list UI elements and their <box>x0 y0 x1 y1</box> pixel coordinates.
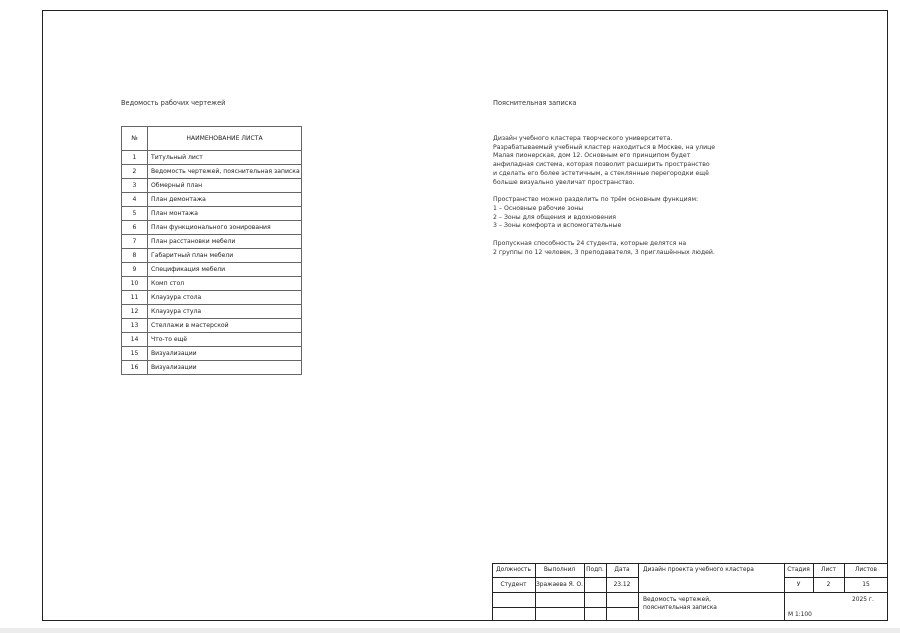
sheet-number: 12 <box>122 305 148 319</box>
tb-year: 2025 г. <box>852 597 874 603</box>
table-row <box>122 277 302 291</box>
sheet-number: 4 <box>122 193 148 207</box>
table-row <box>122 179 302 193</box>
sheet-number: 14 <box>122 333 148 347</box>
sheet-list-heading: Ведомость рабочих чертежей <box>121 99 226 107</box>
tb-performer-value: Зражаева Я. О. <box>536 582 583 588</box>
sheet-number: 11 <box>122 291 148 305</box>
sheet-name: Визуализации <box>148 361 302 375</box>
sheet-number: 16 <box>122 361 148 375</box>
sheet-number: 7 <box>122 235 148 249</box>
sheet-list-body <box>122 151 302 375</box>
tb-label-date: Дата <box>614 567 630 573</box>
note-paragraph-3: Пропускная способность 24 студента, которые делятся на 2 группы по 12 человек, 3 преподавателя, 3 приглашённых людей. <box>493 240 715 256</box>
sheet-number: 13 <box>122 319 148 333</box>
table-row <box>122 347 302 361</box>
sheet-name: План расстановки мебели <box>148 235 302 249</box>
tb-date-value: 23.12 <box>613 582 631 588</box>
column-header-name: НАИМЕНОВАНИЕ ЛИСТА <box>148 127 302 151</box>
sheet-number: 8 <box>122 249 148 263</box>
explanatory-note-body <box>493 135 743 266</box>
tb-sheets-value: 15 <box>862 582 870 588</box>
tb-label-stage: Стадия <box>787 567 810 573</box>
sheet-name: План функционального зонирования <box>148 221 302 235</box>
sheet-number: 2 <box>122 165 148 179</box>
sheet-name: Спецификация мебели <box>148 263 302 277</box>
sheet-number: 6 <box>122 221 148 235</box>
tb-scale: М 1:100 <box>788 612 812 618</box>
table-row <box>122 249 302 263</box>
tb-sheet-value: 2 <box>826 582 831 588</box>
sheet-name: Стеллажи в мастерской <box>148 319 302 333</box>
tb-label-performed: Выполнил <box>543 567 576 573</box>
sheet-number: 9 <box>122 263 148 277</box>
sheet-name: Обмерный план <box>148 179 302 193</box>
table-row <box>122 165 302 179</box>
sheet-name: План демонтажа <box>148 193 302 207</box>
explanatory-note-heading: Пояснительная записка <box>493 99 577 107</box>
tb-label-position: Должность <box>496 567 531 573</box>
table-row <box>122 235 302 249</box>
sheet-name: Клаузура стула <box>148 305 302 319</box>
title-block <box>492 563 888 621</box>
table-row <box>122 193 302 207</box>
table-row <box>122 291 302 305</box>
table-row <box>122 207 302 221</box>
table-row <box>122 263 302 277</box>
sheet-number: 5 <box>122 207 148 221</box>
bottom-scroll-strip <box>0 628 900 633</box>
table-row <box>122 151 302 165</box>
sheet-name: Клаузура стола <box>148 291 302 305</box>
sheet-number: 10 <box>122 277 148 291</box>
sheet-number: 3 <box>122 179 148 193</box>
project-title: Дизайн проекта учебного кластера <box>643 567 754 573</box>
table-row <box>122 333 302 347</box>
column-header-number: № <box>122 127 148 151</box>
sheet-name: Что-то ещё <box>148 333 302 347</box>
tb-label-sheet: Лист <box>821 567 836 573</box>
table-row <box>122 221 302 235</box>
tb-position-value: Студент <box>500 582 527 588</box>
table-header-row <box>122 127 302 151</box>
tb-stage-value: У <box>796 582 801 588</box>
sheet-number: 15 <box>122 347 148 361</box>
table-row <box>122 305 302 319</box>
tb-label-signature: Подп. <box>586 567 604 573</box>
sheet-number: 1 <box>122 151 148 165</box>
sheet-name: Визуализации <box>148 347 302 361</box>
sheet-name: Габаритный план мебели <box>148 249 302 263</box>
note-paragraph-1: Дизайн учебного кластера творческого университета. Разрабатываемый учебный кластер находиться в Москве, на улице Малая пионерская, дом 12. Основным его принципом будет анфиладная система, которая позволит расширить пространство и сделать его более эстетичным, а стеклянные перегородки ещё больше визуально увеличат пространство. <box>493 135 716 186</box>
sheet-name: Титульный лист <box>148 151 302 165</box>
sheet-name: Комп стол <box>148 277 302 291</box>
tb-label-sheets: Листов <box>854 567 877 573</box>
drawing-title: Ведомость чертежей, пояснительная записка <box>643 597 717 611</box>
sheet-name: План монтажа <box>148 207 302 221</box>
sheet-name: Ведомость чертежей, пояснительная записка <box>148 165 302 179</box>
table-row <box>122 319 302 333</box>
sheet-list-table <box>121 126 302 375</box>
note-paragraph-2: Пространство можно разделить по трём основным функциям: 1 – Основные рабочие зоны 2 – Зоны для общения и вдохновения 3 – Зоны комфорта и вспомогательные <box>493 196 699 230</box>
table-row <box>122 361 302 375</box>
